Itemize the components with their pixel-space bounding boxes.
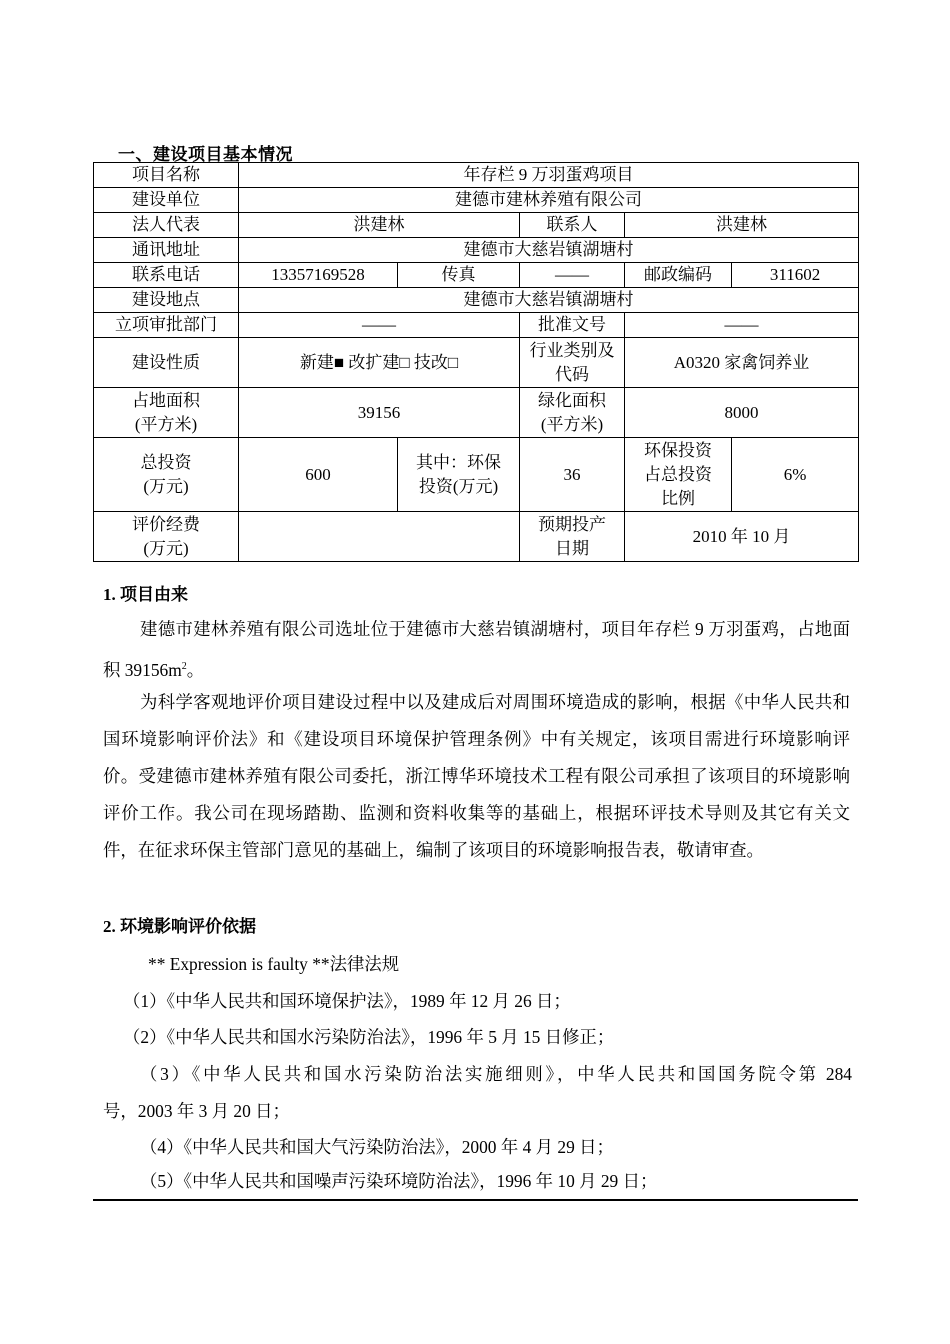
subheading-laws: ** Expression is faulty **法律法规 — [148, 954, 400, 974]
paragraph-text: 建德市建林养殖有限公司选址位于建德市大慈岩镇湖塘村，项目年存栏 9 万羽蛋鸡，占地面积 39156m — [103, 619, 850, 680]
table-row — [94, 263, 859, 288]
table-row — [94, 338, 859, 388]
green-value: 8000 — [625, 388, 859, 438]
fax-value: —— — [520, 263, 625, 288]
date-label-line: 预期投产 — [538, 514, 606, 534]
legal-rep-value: 洪建林 — [239, 213, 520, 238]
list-item: （5）《中华人民共和国噪声污染环境防治法》，1996 年 10 月 29 日； — [140, 1171, 658, 1191]
env-invest-label — [398, 438, 520, 512]
paragraph-basis: 为科学客观地评价项目建设过程中以及建成后对周围环境造成的影响，根据《中华人民共和国环境影响评价法》和《建设项目环境保护管理条例》中有关规定，该项目需进行环境影响评价。受建德市建林养殖有限公司委托，浙江博华环境技术工程有限公司承担了该项目的环境影响评价工作。我公司在现场踏勘、监测和资料收集等的基础上，根据环评技术导则及其它有关文件，在征求环保主管部门意见的基础上，编制了该项目的环境影响报告表，敬请审查。 — [103, 692, 850, 860]
phone-value: 13357169528 — [239, 263, 398, 288]
industry-label — [520, 338, 625, 388]
env-invest-label-line: 投资(万元) — [418, 476, 499, 496]
ratio-label-line: 占总投资 — [644, 464, 712, 484]
paragraph-end: 。 — [186, 659, 205, 680]
section-heading: 一、建设项目基本情况 — [118, 145, 293, 164]
area-value: 39156 — [239, 388, 520, 438]
table-row — [94, 388, 859, 438]
contact-value: 洪建林 — [625, 213, 859, 238]
table-row — [94, 163, 859, 188]
fee-label-line: 评价经费 — [132, 514, 200, 534]
fax-label: 传真 — [398, 263, 520, 288]
project-info-table — [93, 162, 859, 562]
nature-value: 新建■ 改扩建□ 技改□ — [239, 338, 520, 388]
postcode-value: 311602 — [732, 263, 859, 288]
table-row — [94, 188, 859, 213]
fee-value — [239, 512, 520, 562]
paragraph-origin — [103, 611, 850, 689]
postcode-label: 邮政编码 — [625, 263, 732, 288]
area-label-line: 占地面积 — [132, 390, 200, 410]
green-label-line: (平方米) — [540, 414, 604, 434]
fee-label-line: (万元) — [143, 538, 189, 558]
env-invest-label-line: 其中：环保 — [416, 452, 501, 472]
area-label-line: (平方米) — [134, 414, 198, 434]
ratio-label-line: 比例 — [661, 488, 695, 508]
address-value: 建德市大慈岩镇湖塘村 — [239, 238, 859, 263]
green-label-line: 绿化面积 — [538, 390, 606, 410]
section-title-origin: 1. 项目由来 — [103, 585, 188, 604]
superscript: 2 — [181, 661, 187, 672]
page-bottom-rule — [93, 1199, 858, 1201]
date-label — [520, 512, 625, 562]
table-row — [94, 438, 859, 512]
table-row — [94, 512, 859, 562]
approval-dept-value: —— — [239, 313, 520, 338]
fee-label — [94, 512, 239, 562]
industry-label-line: 行业类别及 — [529, 340, 615, 360]
ratio-value: 6% — [732, 438, 859, 512]
list-item: （1）《中华人民共和国环境保护法》，1989 年 12 月 26 日； — [123, 991, 571, 1011]
project-name-value: 年存栏 9 万羽蛋鸡项目 — [239, 163, 859, 188]
table-row — [94, 288, 859, 313]
env-invest-value: 36 — [520, 438, 625, 512]
location-value: 建德市大慈岩镇湖塘村 — [239, 288, 859, 313]
approval-no-label: 批准文号 — [520, 313, 625, 338]
unit-label: 建设单位 — [94, 188, 239, 213]
ratio-label — [625, 438, 732, 512]
table-row — [94, 238, 859, 263]
phone-label: 联系电话 — [94, 263, 239, 288]
green-label — [520, 388, 625, 438]
date-value: 2010 年 10 月 — [625, 512, 859, 562]
table-row — [94, 213, 859, 238]
approval-dept-label: 立项审批部门 — [94, 313, 239, 338]
legal-rep-label: 法人代表 — [94, 213, 239, 238]
industry-value: A0320 家禽饲养业 — [625, 338, 859, 388]
invest-value: 600 — [239, 438, 398, 512]
section-title-basis: 2. 环境影响评价依据 — [103, 917, 256, 936]
list-item-continued: 号，2003 年 3 月 20 日； — [103, 1101, 290, 1121]
approval-no-value: —— — [625, 313, 859, 338]
area-label — [94, 388, 239, 438]
unit-value: 建德市建林养殖有限公司 — [239, 188, 859, 213]
invest-label-line: (万元) — [143, 476, 189, 496]
list-item: （2）《中华人民共和国水污染防治法》，1996 年 5 月 15 日修正； — [123, 1027, 615, 1047]
ratio-label-line: 环保投资 — [644, 440, 712, 460]
address-label: 通讯地址 — [94, 238, 239, 263]
nature-label: 建设性质 — [94, 338, 239, 388]
list-item: （3）《中华人民共和国水污染防治法实施细则》，中华人民共和国国务院令第 284 — [140, 1064, 852, 1084]
invest-label-line: 总投资 — [140, 452, 192, 472]
table-row — [94, 313, 859, 338]
date-label-line: 日期 — [555, 538, 589, 558]
industry-label-line: 代码 — [555, 364, 589, 384]
project-name-label: 项目名称 — [94, 163, 239, 188]
location-label: 建设地点 — [94, 288, 239, 313]
list-item: （4）《中华人民共和国大气污染防治法》，2000 年 4 月 29 日； — [140, 1137, 614, 1157]
invest-label — [94, 438, 239, 512]
contact-label: 联系人 — [520, 213, 625, 238]
